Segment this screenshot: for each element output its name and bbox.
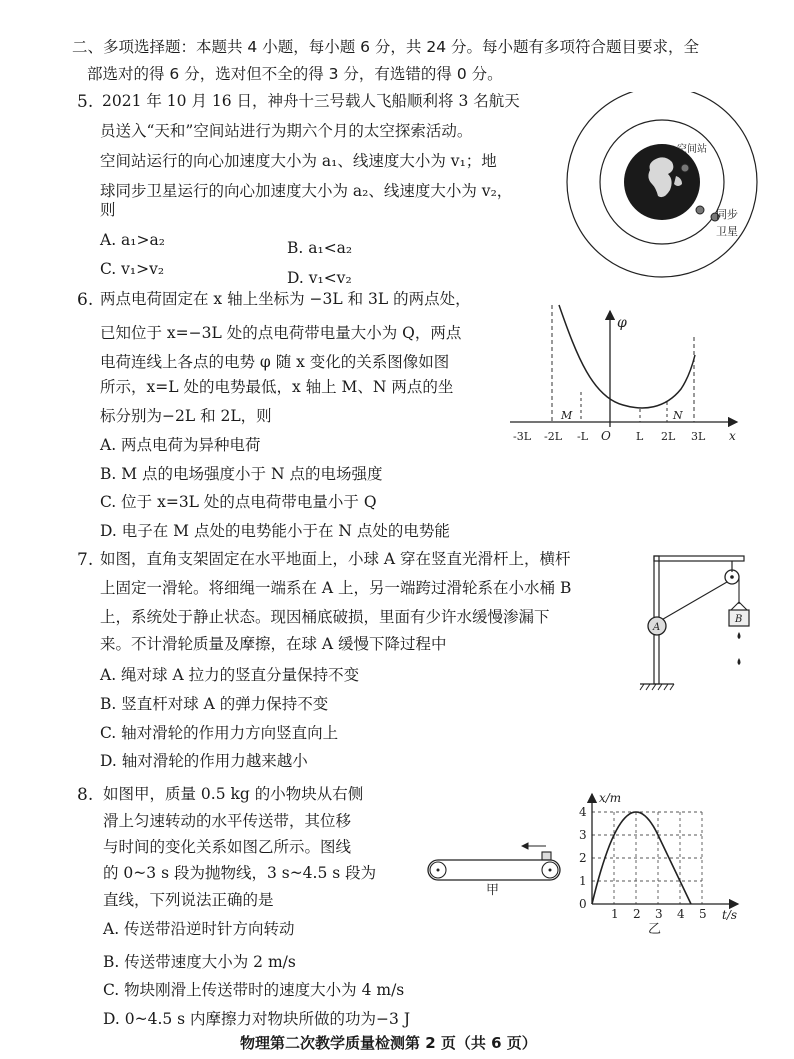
question-number: 5. <box>77 92 94 112</box>
tick-3l: 3L <box>691 430 706 443</box>
option-d: D. 0~4.5 s 内摩擦力对物块所做的功为−3 J <box>103 1010 411 1028</box>
y-tick-label: 1 <box>579 874 587 888</box>
option-c: C. 物块刚滑上传送带时的速度大小为 4 m/s <box>103 981 405 999</box>
question-text-line: 上，系统处于静止状态。现因桶底破损，里面有少许水缓慢渗漏下 <box>100 608 550 626</box>
horizontal-beam <box>654 556 744 561</box>
option-d: D. 轴对滑轮的作用力越来越小 <box>100 752 308 770</box>
tick-neg-l: -L <box>577 430 589 443</box>
x-tick-label: 1 <box>611 907 619 921</box>
displacement-time-chart <box>572 788 750 938</box>
question-number: 6. <box>77 290 94 310</box>
option-c: C. 轴对滑轮的作用力方向竖直向上 <box>100 724 339 742</box>
satellite-label-2: 卫星 <box>716 225 738 238</box>
y-tick-label: 3 <box>579 828 587 842</box>
question-text-line: 电荷连线上各点的电势 φ 随 x 变化的关系图像如图 <box>100 353 450 371</box>
phi-label: φ <box>617 315 627 331</box>
figure-jia-label: 甲 <box>486 883 500 896</box>
water-drop-1 <box>738 632 741 639</box>
option-a: A. 两点电荷为异种电荷 <box>100 436 261 454</box>
orbit-diagram <box>552 92 772 282</box>
bucket-b-label: B <box>735 614 743 625</box>
pulley-diagram <box>636 550 756 695</box>
tick-2l: 2L <box>661 430 676 443</box>
question-text-line: 滑上匀速转动的水平传送带，其位移 <box>103 812 352 830</box>
option-b: B. a₁<a₂ <box>287 239 353 257</box>
question-text-line: 如图甲，质量 0.5 kg 的小物块从右侧 <box>103 785 364 803</box>
option-d: D. 电子在 M 点处的电势能小于在 N 点处的电势能 <box>100 522 450 540</box>
ground-hatch <box>640 684 674 690</box>
chart-xlabel: t/s <box>722 908 738 922</box>
water-drop-2 <box>738 658 741 665</box>
section-line-1: 二、多项选择题：本题共 4 小题，每小题 6 分，共 24 分。每小题有多项符合题目要求，全 <box>72 38 700 56</box>
option-d: D. v₁<v₂ <box>287 269 352 287</box>
question-text-line: 两点电荷固定在 x 轴上坐标为 −3L 和 3L 的两点处， <box>100 290 471 308</box>
tick-neg-3l: -3L <box>513 430 532 443</box>
option-a: A. a₁>a₂ <box>100 231 165 249</box>
option-a: A. 传送带沿逆时针方向转动 <box>103 920 295 938</box>
question-text-line: 球同步卫星运行的向心加速度大小为 a₂、线速度大小为 v₂， <box>100 182 513 200</box>
option-b: B. 传送带速度大小为 2 m/s <box>103 953 296 971</box>
tick-neg-2l: -2L <box>544 430 563 443</box>
question-number: 8. <box>77 785 94 805</box>
y-tick-label: 2 <box>579 851 587 865</box>
question-text-line: 上固定一滑轮。将细绳一端系在 A 上，另一端跨过滑轮系在小水桶 B <box>100 579 572 597</box>
option-c: C. 位于 x=3L 处的点电荷带电量小于 Q <box>100 493 377 511</box>
x-tick-label: 3 <box>655 907 663 921</box>
station-label: 空间站 <box>677 144 707 155</box>
option-c: C. v₁>v₂ <box>100 260 165 278</box>
option-a: A. 绳对球 A 拉力的竖直分量保持不变 <box>100 666 360 684</box>
tick-l: L <box>636 430 644 443</box>
x-tick-label: 4 <box>677 907 685 921</box>
conveyor-belt-diagram <box>418 838 568 896</box>
option-b: B. 竖直杆对球 A 的弹力保持不变 <box>100 695 329 713</box>
space-station-marker <box>681 164 689 172</box>
question-text-line: 员送入“天和”空间站进行为期六个月的太空探索活动。 <box>100 122 473 140</box>
m-label: M <box>561 409 573 422</box>
y-tick-label: 4 <box>579 805 587 819</box>
belt <box>428 860 560 880</box>
question-text-line: 所示，x=L 处的电势最低，x 轴上 M、N 两点的坐 <box>100 378 454 396</box>
y-tick-label: 0 <box>579 897 587 911</box>
figure-yi-label: 乙 <box>648 922 662 937</box>
rope-to-ball <box>658 582 727 622</box>
ball-a-label: A <box>653 622 661 633</box>
chart-grid <box>592 812 702 904</box>
option-b: B. M 点的电场强度小于 N 点的电场强度 <box>100 465 383 483</box>
x-tick-label: 2 <box>633 907 641 921</box>
question-text-line: 已知位于 x=−3L 处的点电荷带电量大小为 Q，两点 <box>100 324 462 342</box>
block-icon <box>542 852 551 860</box>
origin-label: O <box>601 429 611 443</box>
chart-ylabel: x/m <box>599 791 622 805</box>
x-label: x <box>729 429 736 443</box>
x-tick-label: 5 <box>699 907 707 921</box>
question-text-line: 如图，直角支架固定在水平地面上，小球 A 穿在竖直光滑杆上，横杆 <box>100 550 571 568</box>
potential-curve <box>559 305 695 408</box>
question-text-line: 则 <box>100 201 116 219</box>
satellite-marker <box>696 206 704 214</box>
question-text-line: 直线，下列说法正确的是 <box>103 891 274 909</box>
section-line-2: 部选对的得 6 分，选对但不全的得 3 分，有选错的得 0 分。 <box>87 65 503 83</box>
satellite-label-1: 同步 <box>716 208 738 221</box>
question-text-line: 标分别为−2L 和 2L，则 <box>100 407 272 425</box>
question-text-line: 空间站运行的向心加速度大小为 a₁、线速度大小为 v₁；地 <box>100 152 497 170</box>
n-label: N <box>673 409 683 422</box>
question-number: 7. <box>77 550 94 570</box>
page-footer: 物理第二次教学质量检测第 2 页（共 6 页） <box>240 1034 537 1052</box>
question-text-line: 2021 年 10 月 16 日，神舟十三号载人飞船顺利将 3 名航天 <box>102 92 520 110</box>
question-text-line: 来。不计滑轮质量及摩擦，在球 A 缓慢下降过程中 <box>100 635 447 653</box>
question-text-line: 的 0~3 s 段为抛物线，3 s~4.5 s 段为 <box>103 864 377 882</box>
potential-graph <box>505 297 750 457</box>
question-text-line: 与时间的变化关系如图乙所示。图线 <box>103 838 352 856</box>
